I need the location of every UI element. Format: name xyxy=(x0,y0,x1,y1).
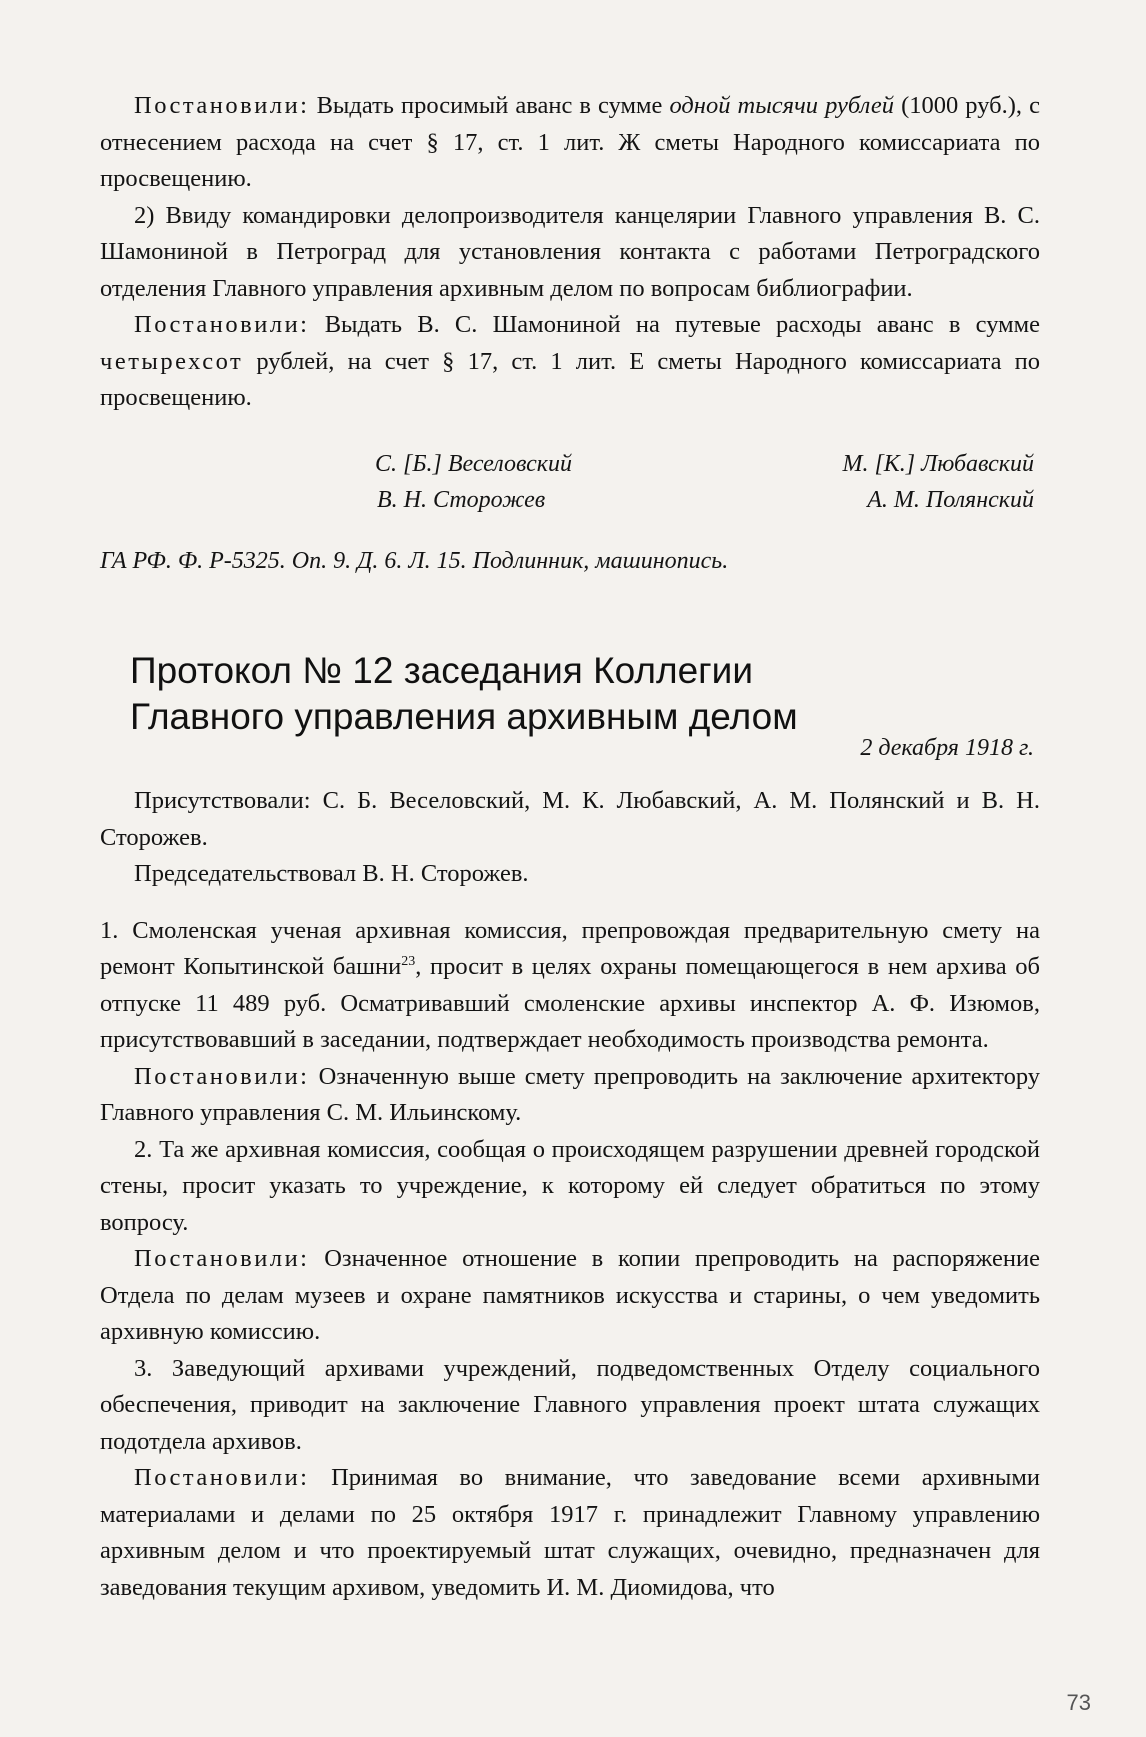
signature-polyansky: А. М. Полянский xyxy=(867,487,1034,513)
resolution-paragraph: Постановили: Принимая во внимание, что заведование всеми архивными материалами и делами по 25 октября 1917 г. принадлежит Главному управлению архивным делом и что проектируемый штат служащих, очевидно, предназначен для заведования текущим архивом, уведомить И. М. Диомидова, что xyxy=(100,1464,1040,1601)
resolution-paragraph-1: Постановили: Выдать просимый аванс в сумме одной тысячи рублей (1000 руб.), с отнесением расхода на счет § 17, ст. 1 лит. Ж сметы Народного комиссариата по просвещению. xyxy=(100,92,1040,192)
resolution-label: Постановили: xyxy=(134,92,310,119)
resolution-paragraph: Постановили: Означенное отношение в копии препроводить на распоряжение Отдела по делам музеев и охране памятников искусства и старины, о чем уведомить архивную комиссию. xyxy=(100,1245,1040,1345)
resolution-paragraph: Постановили: Означенную выше смету препроводить на заключение архитектору Главного управления С. М. Ильинскому. xyxy=(100,1062,1040,1126)
text-block-top xyxy=(100,88,1040,417)
item-paragraph-1: 1. Смоленская ученая архивная комиссия, препровождая предварительную смету на ремонт Копытинской башни$^{23}$, просит в целях охраны помещающегося в нем архива об отпуске 11 489 руб. Осматривавший смоленские архивы инспектор А. Ф. Изюмов, присутствовавший в заседании, подтверждает необходимость производства ремонта. xyxy=(100,916,1040,1053)
page-title xyxy=(130,648,798,740)
protocol-date: 2 декабря 1918 г. xyxy=(860,735,1034,761)
archival-source: ГА РФ. Ф. Р-5325. Оп. 9. Д. 6. Л. 15. Подлинник, машинопись. xyxy=(100,548,729,574)
resolution-label: Постановили: xyxy=(134,1245,310,1272)
chair-paragraph: Председательствовал В. Н. Сторожев. xyxy=(134,860,529,887)
present-paragraph: Присутствовали: С. Б. Веселовский, М. К. Любавский, А. М. Полянский и В. Н. Сторожев. xyxy=(100,787,1040,851)
footnote-ref: 23 xyxy=(401,953,416,969)
signature-veselovsky: С. [Б.] Веселовский xyxy=(375,451,572,477)
signature-lyubavsky: М. [К.] Любавский xyxy=(842,451,1034,477)
page-number: 73 xyxy=(1066,1690,1091,1715)
resolution-label: Постановили: xyxy=(134,1062,310,1090)
item-paragraph: 3. Заведующий архивами учреждений, подведомственных Отделу социального обеспечения, приводит на заключение Главного управления проект штата служащих подотдела архивов. xyxy=(100,1354,1040,1455)
title-line-2: Главного управления архивным делом xyxy=(130,696,798,737)
resolution-label: Постановили: xyxy=(134,311,310,338)
resolution-label: Постановили: xyxy=(134,1464,310,1491)
resolution-paragraph-2: Постановили: Выдать В. С. Шамониной на путевые расходы аванс в сумме четырехсот рублей, на счет § 17, ст. 1 лит. Е сметы Народного комиссариата по просвещению. xyxy=(100,311,1040,411)
signature-storozhev: В. Н. Сторожев xyxy=(377,487,546,513)
item-paragraph-2: 2) Ввиду командировки делопроизводителя канцелярии Главного управления В. С. Шамониной в Петроград для установления контакта с работами Петроградского отделения Главного управления архивным делом по вопросам библиографии. xyxy=(100,201,1040,302)
text-block-protocol xyxy=(100,783,1040,1606)
item-paragraph: 2. Та же архивная комиссия, сообщая о происходящем разрушении древней городской стены, просит указать то учреждение, к которому ей следует обратиться по этому вопросу. xyxy=(100,1135,1040,1236)
title-line-1: Протокол № 12 заседания Коллегии xyxy=(130,650,753,691)
